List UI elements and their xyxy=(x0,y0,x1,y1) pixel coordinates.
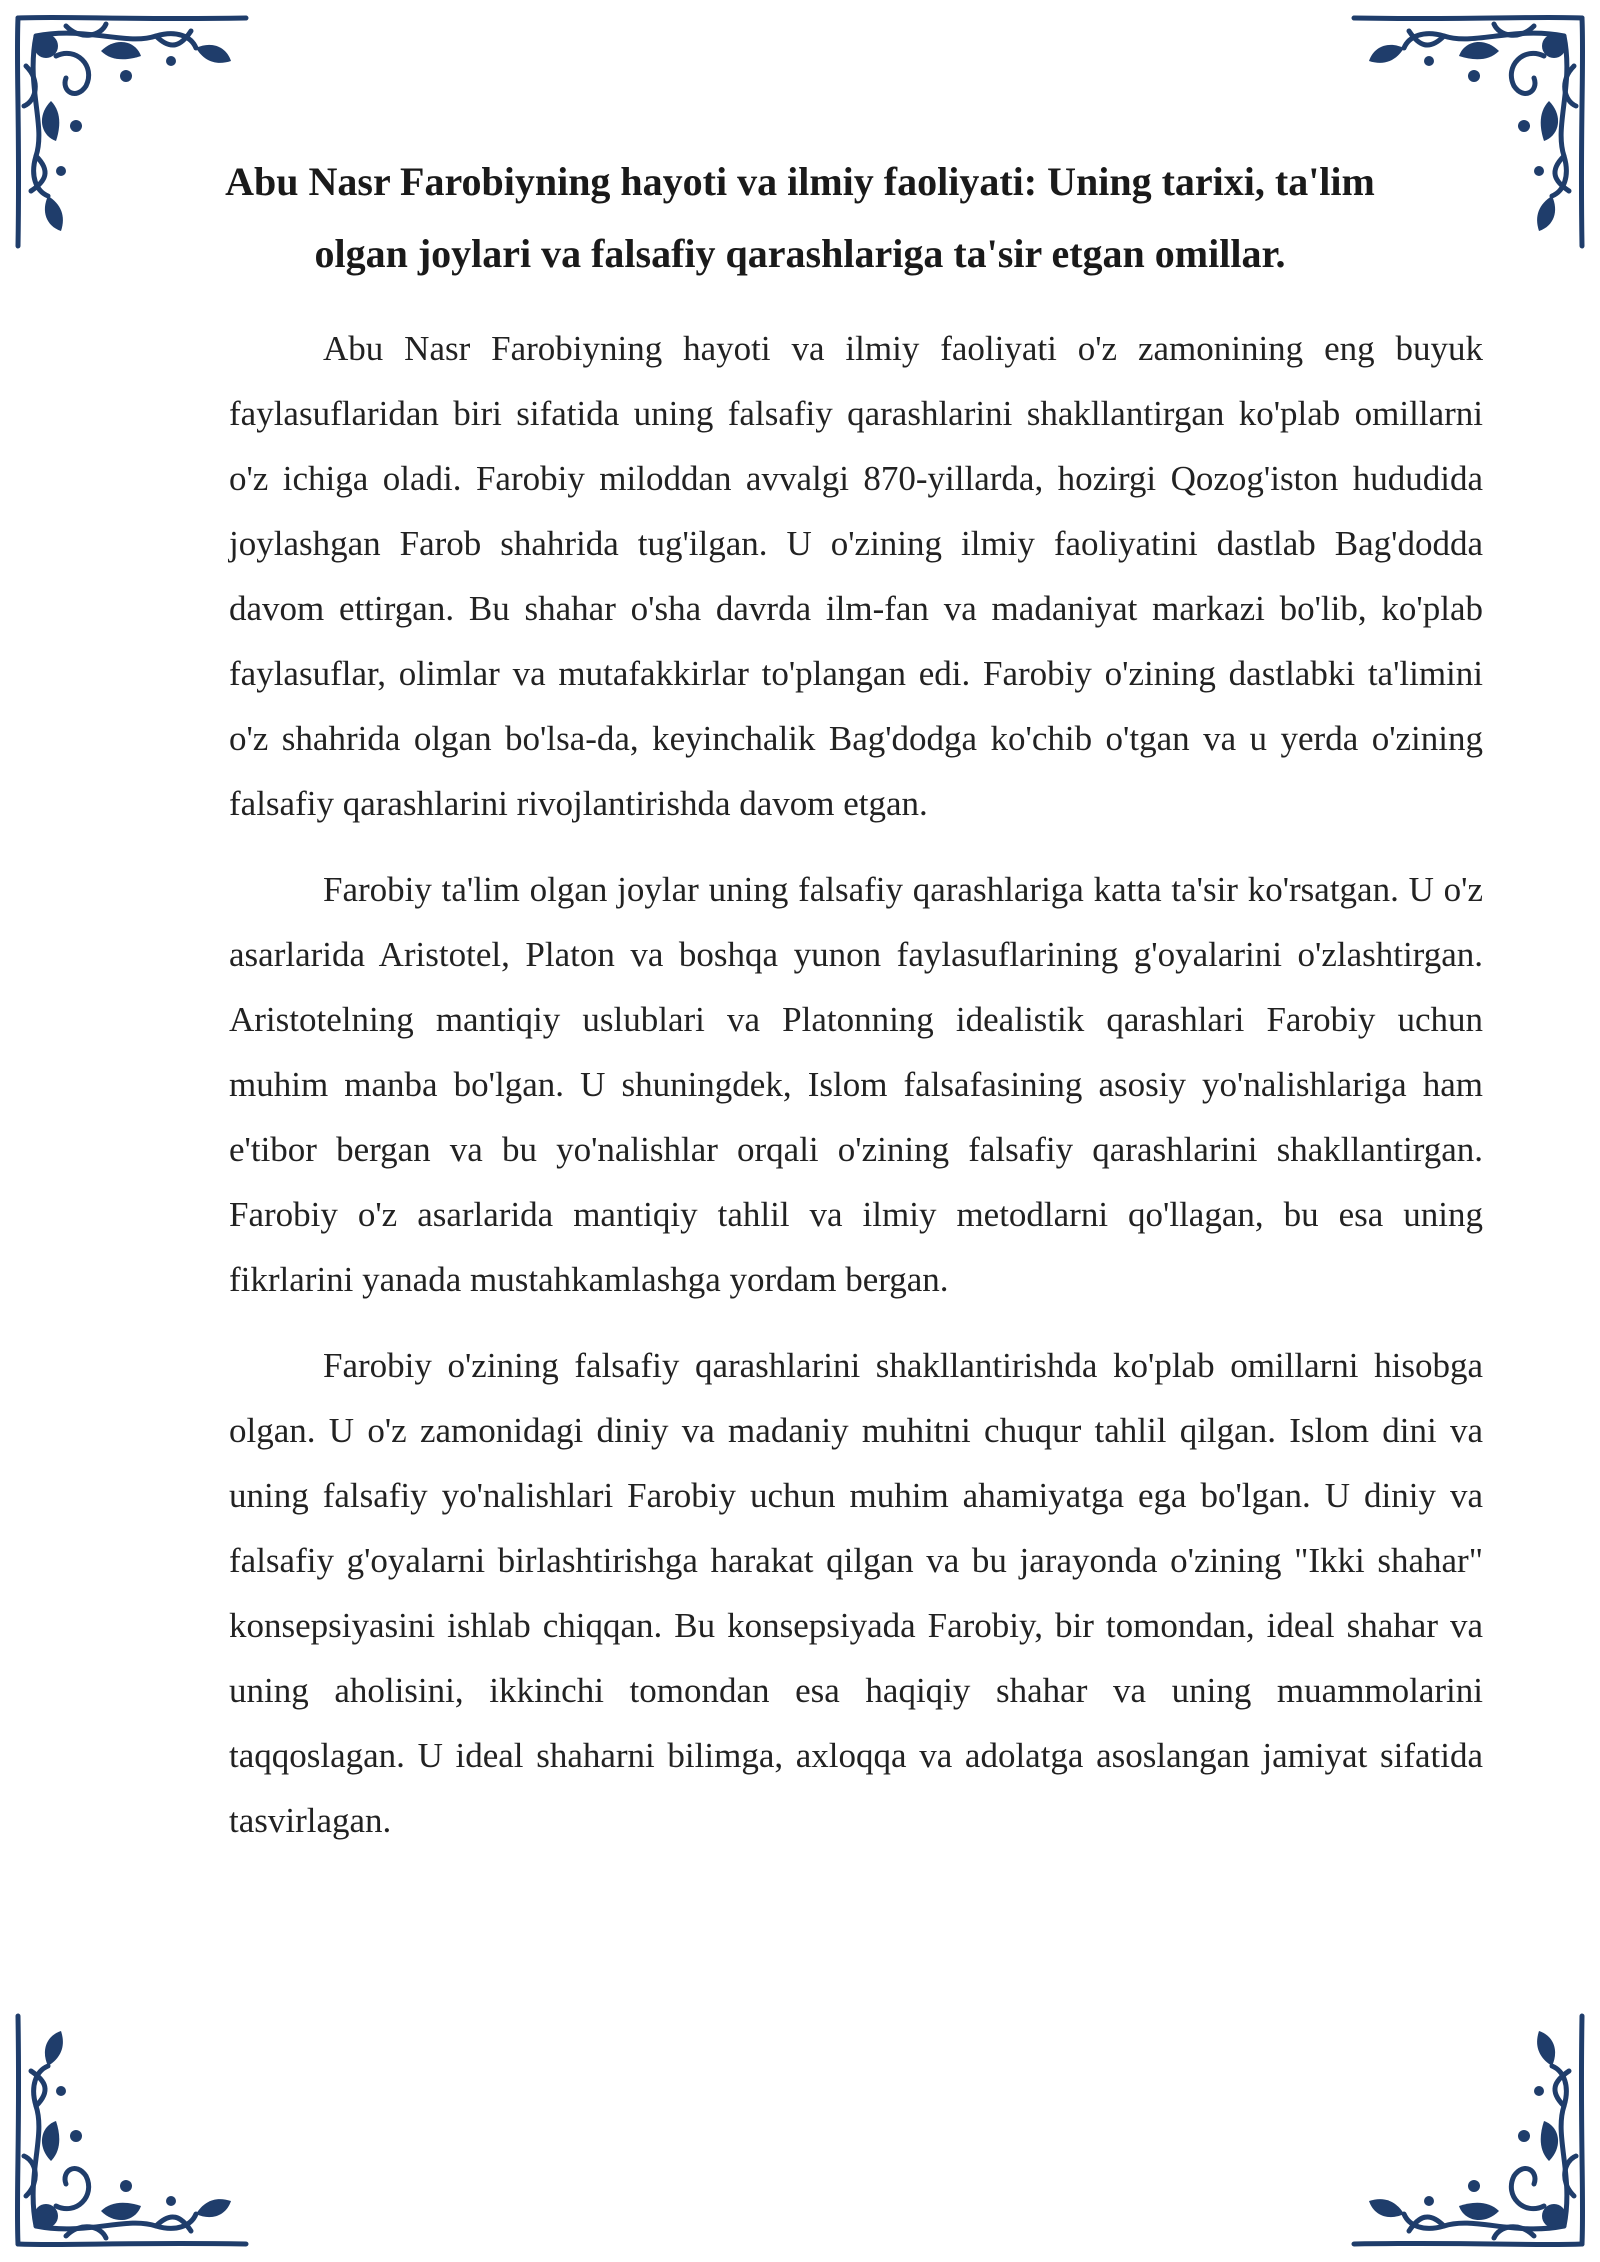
corner-ornament-top-right xyxy=(1344,6,1594,256)
corner-ornament-bottom-right xyxy=(1344,2006,1594,2256)
paragraph: Farobiy o'zining falsafiy qarashlarini shakllantirishda ko'plab omillarni hisobga olgan. U o'z zamonidagi diniy va madaniy muhitni chuqur tahlil qilgan. Islom dini va uning falsafiy yo'nalishlari Farobiy uchun muhim ahamiyatga ega bo'lgan. U diniy va falsafiy g'oyalarni birlashtirishga harakat qilgan va bu jarayonda o'zining "Ikki shahar" konsepsiyasini ishlab chiqqan. Bu konsepsiyada Farobiy, bir tomondan, ideal shahar va uning aholisini, ikkinchi tomondan esa haqiqiy shahar va uning muammolarini taqqoslagan. U ideal shaharni bilimga, axloqqa va adolatga asoslangan jamiyat sifatida tasvirlagan. xyxy=(229,1346,1483,1840)
floral-corner-icon xyxy=(1344,6,1594,256)
floral-corner-icon xyxy=(1344,2006,1594,2256)
paragraph: Farobiy ta'lim olgan joylar uning falsafiy qarashlariga katta ta'sir ko'rsatgan. U o'z asarlarida Aristotel, Platon va boshqa yunon faylasuflarining g'oyalarini o'zlashtirgan. Aristotelning mantiqiy uslublari va Platonning idealistik qarashlari Farobiy uchun muhim manba bo'lgan. U shuningdek, Islom falsafasining asosiy yo'nalishlariga ham e'tibor bergan va bu yo'nalishlar orqali o'zining falsafiy qarashlarini shakllantirgan. Farobiy o'z asarlarida mantiqiy tahlil va ilmiy metodlarni qo'llagan, bu esa uning fikrlarini yanada mustahkamlashga yordam bergan. xyxy=(229,870,1483,1299)
floral-corner-icon xyxy=(6,2006,256,2256)
corner-ornament-top-left xyxy=(6,6,256,256)
corner-ornament-bottom-left xyxy=(6,2006,256,2256)
document-body xyxy=(229,316,1483,1874)
document-title: Abu Nasr Farobiyning hayoti va ilmiy faoliyati: Uning tarixi, ta'lim olgan joylari va falsafiy qarashlariga ta'sir etgan omillar. xyxy=(225,159,1375,276)
paragraph: Abu Nasr Farobiyning hayoti va ilmiy faoliyati o'z zamonining eng buyuk faylasuflaridan biri sifatida uning falsafiy qarashlarini shakllantirgan ko'plab omillarni o'z ichiga oladi. Farobiy miloddan avvalgi 870-yillarda, hozirgi Qozog'iston hududida joylashgan Farob shahrida tug'ilgan. U o'zining ilmiy faoliyatini dastlab Bag'dodda davom ettirgan. Bu shahar o'sha davrda ilm-fan va madaniyat markazi bo'lib, ko'plab faylasuflar, olimlar va mutafakkirlar to'plangan edi. Farobiy o'zining dastlabki ta'limini o'z shahrida olgan bo'lsa-da, keyinchalik Bag'dodga ko'chib o'tgan va u yerda o'zining falsafiy qarashlarini rivojlantirishda davom etgan. xyxy=(229,329,1483,823)
floral-corner-icon xyxy=(6,6,256,256)
